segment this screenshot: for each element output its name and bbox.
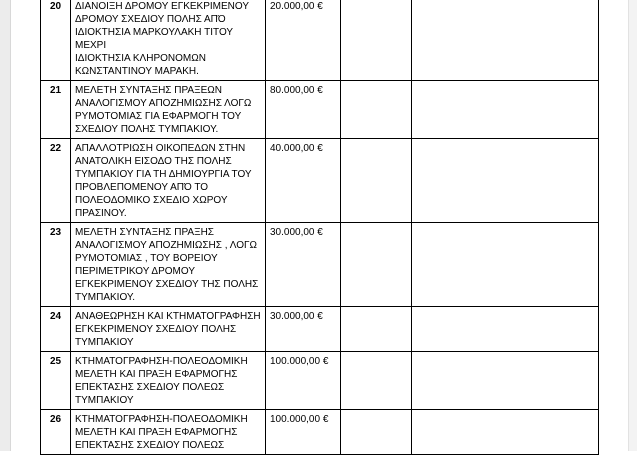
row-number: 22 — [41, 139, 71, 223]
description-line: ΜΕΛΕΤΗ ΣΥΝΤΑΞΗΣ ΠΡΑΞΕΩΝ — [75, 85, 222, 96]
table-row — [41, 223, 599, 307]
row-number: 24 — [41, 307, 71, 352]
viewer-left-margin — [0, 0, 11, 451]
description-line: ΤΥΜΠΑΚΙΟΥ. — [75, 292, 136, 303]
table-row — [41, 0, 599, 81]
row-number: 21 — [41, 81, 71, 139]
table-row — [41, 352, 599, 410]
description-line: ΑΝΑΛΟΓΙΣΜΟΥ ΑΠΟΖΗΜΙΩΣΗΣ ΛΟΓΩ — [75, 98, 252, 109]
description-line: ΑΝΑΤΟΛΙΚΗ ΕΙΣΟΔΟ ΤΗΣ ΠΟΛΗΣ — [75, 156, 232, 167]
description-line: ΔΡΟΜΟΥ ΣΧΕΔΙΟΥ ΠΟΛΗΣ ΑΠΌ — [75, 14, 226, 25]
row-amount: 30.000,00 € — [266, 223, 341, 307]
description-line: ΡΥΜΟΤΟΜΙΑΣ ΓΙΑ ΕΦΑΡΜΟΓΗ ΤΟΥ — [75, 111, 242, 122]
empty-cell — [341, 81, 412, 139]
table-row — [41, 81, 599, 139]
table-row — [41, 307, 599, 352]
row-description — [71, 0, 266, 81]
empty-cell — [412, 307, 599, 352]
row-amount: 30.000,00 € — [266, 307, 341, 352]
description-line: ΠΡΟΒΛΕΠΟΜΕΝΟΥ ΑΠΌ ΤΟ — [75, 182, 209, 193]
row-description — [71, 139, 266, 223]
description-line: ΠΕΡΙΜΕΤΡΙΚΟΥ ΔΡΟΜΟΥ — [75, 266, 196, 277]
row-amount: 80.000,00 € — [266, 81, 341, 139]
description-line: ΤΥΜΠΑΚΙΟΥ — [75, 395, 134, 406]
empty-cell — [412, 0, 599, 81]
budget-table — [40, 0, 599, 455]
row-number: 26 — [41, 410, 71, 455]
description-line: ΠΟΛΕΟΔΟΜΙΚΟ ΣΧΕΔΙΟ ΧΩΡΟΥ — [75, 195, 228, 206]
viewer-right-margin — [628, 0, 637, 451]
description-line: ΑΠΑΛΛΟΤΡΙΩΣΗ ΟΙΚΟΠΕΔΩΝ ΣΤΗΝ — [75, 143, 246, 154]
empty-cell — [341, 352, 412, 410]
description-line: ΚΤΗΜΑΤΟΓΡΑΦΗΣΗ-ΠΟΛΕΟΔΟΜΙΚΗ — [75, 414, 248, 425]
description-line: ΡΥΜΟΤΟΜΙΑΣ , ΤΟΥ ΒΟΡΕΙΟΥ — [75, 253, 218, 264]
table-row — [41, 139, 599, 223]
description-line: ΠΡΑΣΙΝΟΥ. — [75, 208, 127, 219]
empty-cell — [412, 223, 599, 307]
description-line: ΤΥΜΠΑΚΙΟΥ — [75, 337, 134, 348]
description-line: ΚΤΗΜΑΤΟΓΡΑΦΗΣΗ-ΠΟΛΕΟΔΟΜΙΚΗ — [75, 356, 248, 367]
row-number: 20 — [41, 0, 71, 81]
row-amount: 100.000,00 € — [266, 410, 341, 455]
empty-cell — [341, 139, 412, 223]
description-line: ΕΓΚΕΚΡΙΜΕΝΟΥ ΣΧΕΔΙΟΥ ΤΗΣ ΠΟΛΗΣ — [75, 279, 259, 290]
row-description — [71, 223, 266, 307]
description-line: ΔΙΑΝΟΙΞΗ ΔΡΟΜΟΥ ΕΓΚΕΚΡΙΜΕΝΟΥ — [75, 1, 250, 12]
row-description — [71, 81, 266, 139]
description-line: ΑΝΑΛΟΓΙΣΜΟΥ ΑΠΟΖΗΜΙΩΣΗΣ , ΛΟΓΩ — [75, 240, 257, 251]
row-description — [71, 352, 266, 410]
table-body — [41, 0, 599, 455]
description-line: ΕΓΚΕΚΡΙΜΕΝΟΥ ΣΧΕΔΙΟΥ ΠΟΛΗΣ — [75, 324, 237, 335]
row-description — [71, 307, 266, 352]
description-line: ΣΧΕΔΙΟΥ ΠΟΛΗΣ ΤΥΜΠΑΚΙΟΥ. — [75, 124, 219, 135]
description-line: ΚΩΝΣΤΑΝΤΙΝΟΥ ΜΑΡΑΚΗ. — [75, 66, 199, 77]
description-line: ΜΕΛΕΤΗ ΣΥΝΤΑΞΗΣ ΠΡΑΞΗΣ — [75, 227, 214, 238]
description-line: ΑΝΑΘΕΩΡΗΣΗ ΚΑΙ ΚΤΗΜΑΤΟΓΡΑΦΗΣΗ — [75, 311, 261, 322]
empty-cell — [341, 410, 412, 455]
row-number: 25 — [41, 352, 71, 410]
empty-cell — [412, 352, 599, 410]
row-amount: 20.000,00 € — [266, 0, 341, 81]
description-line: ΜΕΛΕΤΗ ΚΑΙ ΠΡΑΞΗ ΕΦΑΡΜΟΓΗΣ — [75, 369, 238, 380]
row-amount: 100.000,00 € — [266, 352, 341, 410]
empty-cell — [341, 0, 412, 81]
empty-cell — [412, 410, 599, 455]
description-line: ΙΔΙΟΚΤΗΣΙΑ ΜΑΡΚΟΥΛΑΚΗ ΤΙΤΟΥ ΜΕΧΡΙ — [75, 27, 233, 51]
row-description — [71, 410, 266, 455]
row-amount: 40.000,00 € — [266, 139, 341, 223]
empty-cell — [412, 139, 599, 223]
row-number: 23 — [41, 223, 71, 307]
empty-cell — [412, 81, 599, 139]
description-line: ΕΠΕΚΤΑΣΗΣ ΣΧΕΔΙΟΥ ΠΟΛΕΩΣ — [75, 440, 225, 451]
empty-cell — [341, 307, 412, 352]
empty-cell — [341, 223, 412, 307]
description-line: ΕΠΕΚΤΑΣΗΣ ΣΧΕΔΙΟΥ ΠΟΛΕΩΣ — [75, 382, 225, 393]
description-line: ΙΔΙΟΚΤΗΣΙΑ ΚΛΗΡΟΝΟΜΩΝ — [75, 53, 206, 64]
description-line: ΜΕΛΕΤΗ ΚΑΙ ΠΡΑΞΗ ΕΦΑΡΜΟΓΗΣ — [75, 427, 238, 438]
description-line: ΤΥΜΠΑΚΙΟΥ ΓΙΑ ΤΗ ΔΗΜΙΟΥΡΓΙΑ ΤΟΥ — [75, 169, 252, 180]
table-row — [41, 410, 599, 455]
